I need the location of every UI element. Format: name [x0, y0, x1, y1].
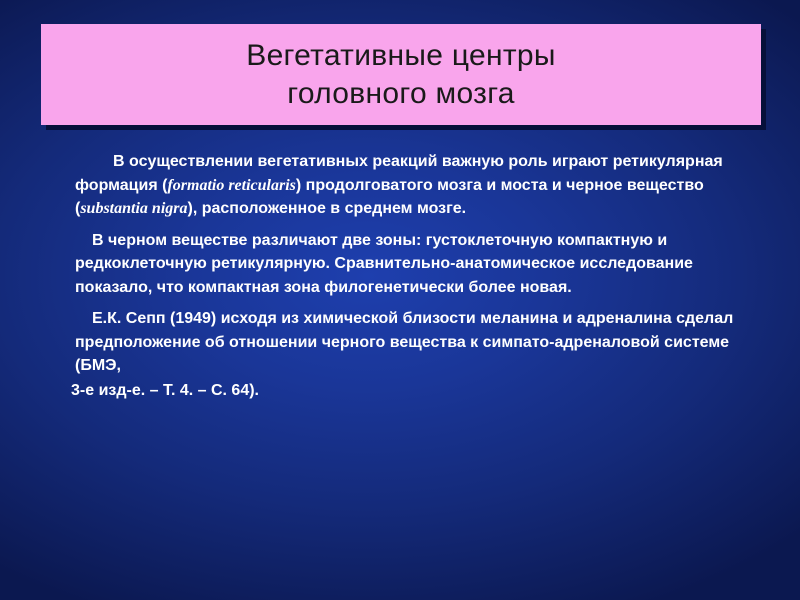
title-box — [41, 24, 761, 125]
latin-term-substantia-nigra: substantia nigra — [80, 200, 188, 217]
slide-title-line-1: Вегетативные центры — [246, 38, 556, 72]
paragraph-3: Е.К. Сепп (1949) исходя из химической близости меланина и адреналина сделал предположение об отношении черного вещества к симпато-адреналовой системе (БМЭ, — [75, 310, 734, 374]
slide-title-line-2: головного мозга — [287, 76, 515, 110]
paragraph-1-text-c: ), расположенное в среднем мозге. — [187, 200, 467, 217]
paragraph-3-citation: 3-е изд-е. – Т. 4. – С. 64). — [71, 381, 259, 399]
slide-body — [71, 150, 765, 402]
latin-term-formatio-reticularis: formatio reticularis — [167, 176, 296, 194]
paragraph-1-text-b: ) продолговатого мозга и моста и черное вещество ( — [75, 176, 704, 217]
paragraph-2: В черном веществе различают две зоны: густоклеточную компактную и редкоклеточную ретикулярную. Сравнительно-анатомическое исследование показало, что компактная зона филогенетически более новая. — [75, 231, 693, 296]
paragraph-1 — [75, 150, 765, 221]
paragraph-1-text-a: В осуществлении вегетативных реакций важную роль играют ретикулярная формация ( — [75, 153, 723, 194]
